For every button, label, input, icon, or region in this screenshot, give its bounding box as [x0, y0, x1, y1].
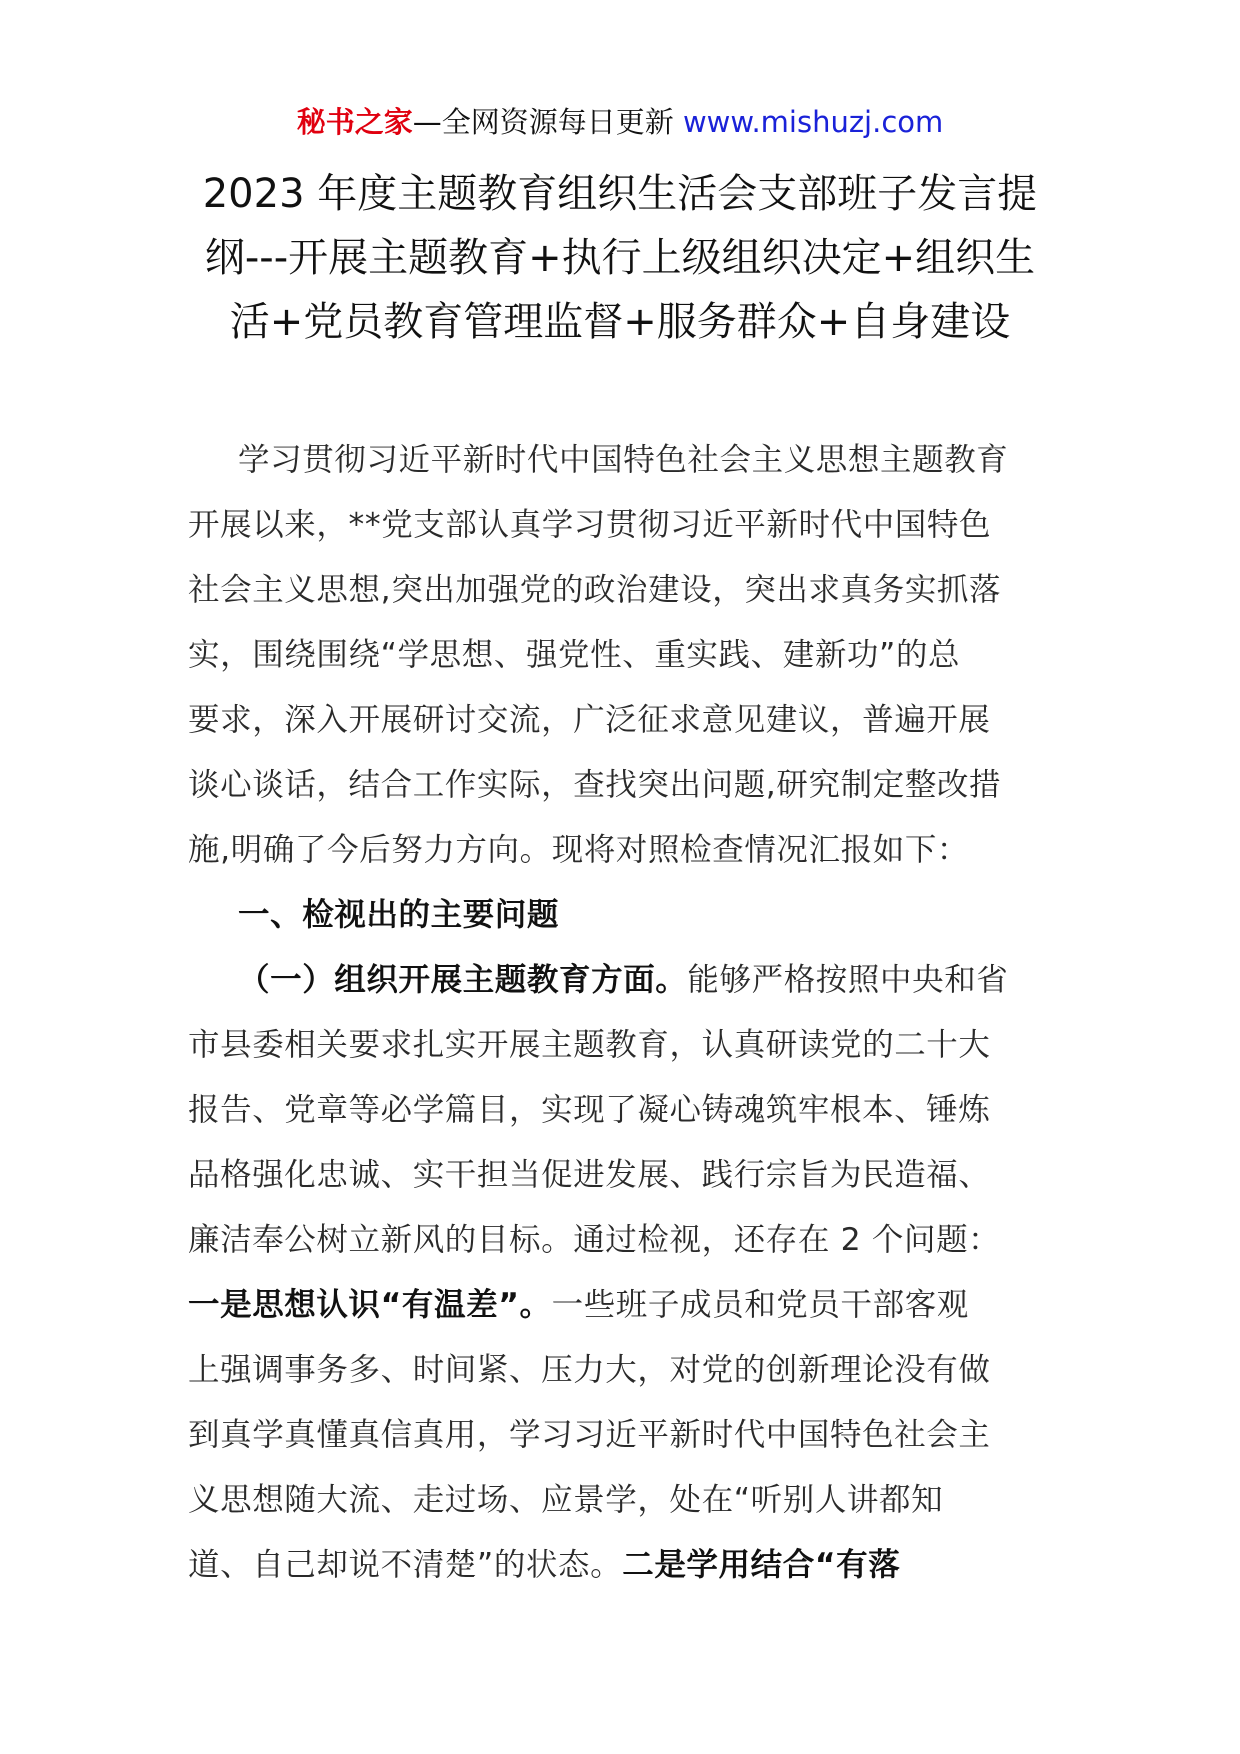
- body-line: 社会主义思想,突出加强党的政治建设，突出求真务实抓落: [188, 572, 1002, 608]
- body-line: 到真学真懂真信真用，学习习近平新时代中国特色社会主: [188, 1417, 991, 1453]
- body-line: 廉洁奉公树立新风的目标。通过检视，还存在 2 个问题：: [188, 1222, 1001, 1258]
- body-line: 实，围绕围绕“学思想、强党性、重实践、建新功”的总: [188, 637, 961, 673]
- body-text: 一些班子成员和党员干部客观: [551, 1287, 969, 1323]
- body-line: 品格强化忠诚、实干担当促进发展、践行宗旨为民造福、: [188, 1157, 991, 1193]
- body-line: [188, 1533, 1052, 1598]
- title-line: 2023 年度主题教育组织生活会支部班子发言提: [202, 171, 1038, 217]
- body-line: [188, 1273, 1052, 1338]
- body-text: 能够严格按照中央和省: [687, 962, 1009, 998]
- subsection-heading: （一）组织开展主题教育方面。: [238, 962, 688, 998]
- body-line: 要求，深入开展研讨交流，广泛征求意见建议，普遍开展: [188, 702, 991, 738]
- site-link[interactable]: www.mishuzj.com: [682, 105, 944, 139]
- body-text: 道、自己却说不清楚”的状态。: [188, 1547, 623, 1583]
- title-line: 纲---开展主题教育+执行上级组织决定+组织生: [204, 235, 1036, 281]
- point-heading: 二是学用结合“有落: [622, 1547, 901, 1583]
- body-line: 开展以来，**党支部认真学习贯彻习近平新时代中国特色: [188, 507, 992, 543]
- title-line: 活+党员教育管理监督+服务群众+自身建设: [229, 299, 1011, 345]
- body-line: 市县委相关要求扎实开展主题教育，认真研读党的二十大: [188, 1027, 991, 1063]
- body-line: 谈心谈话，结合工作实际，查找突出问题,研究制定整改措: [188, 767, 1002, 803]
- point-heading: 一是思想认识“有温差”。: [188, 1287, 552, 1323]
- body-line: 报告、党章等必学篇目，实现了凝心铸魂筑牢根本、锤炼: [188, 1092, 991, 1128]
- header-tagline: —全网资源每日更新: [412, 105, 683, 139]
- body-line: 义思想随大流、走过场、应景学，处在“听别人讲都知: [188, 1482, 944, 1518]
- body-line: [188, 948, 1052, 1013]
- body-line: 施,明确了今后努力方向。现将对照检查情况汇报如下：: [188, 832, 970, 868]
- body-line: 学习贯彻习近平新时代中国特色社会主义思想主题教育: [238, 442, 1009, 478]
- document-title: [160, 162, 1080, 354]
- watermark-header: [0, 100, 1240, 144]
- section-heading: 一、检视出的主要问题: [238, 897, 560, 933]
- body-line: 上强调事务多、时间紧、压力大，对党的创新理论没有做: [188, 1352, 991, 1388]
- brand-name: 秘书之家: [296, 105, 413, 139]
- document-body: [188, 428, 1052, 1598]
